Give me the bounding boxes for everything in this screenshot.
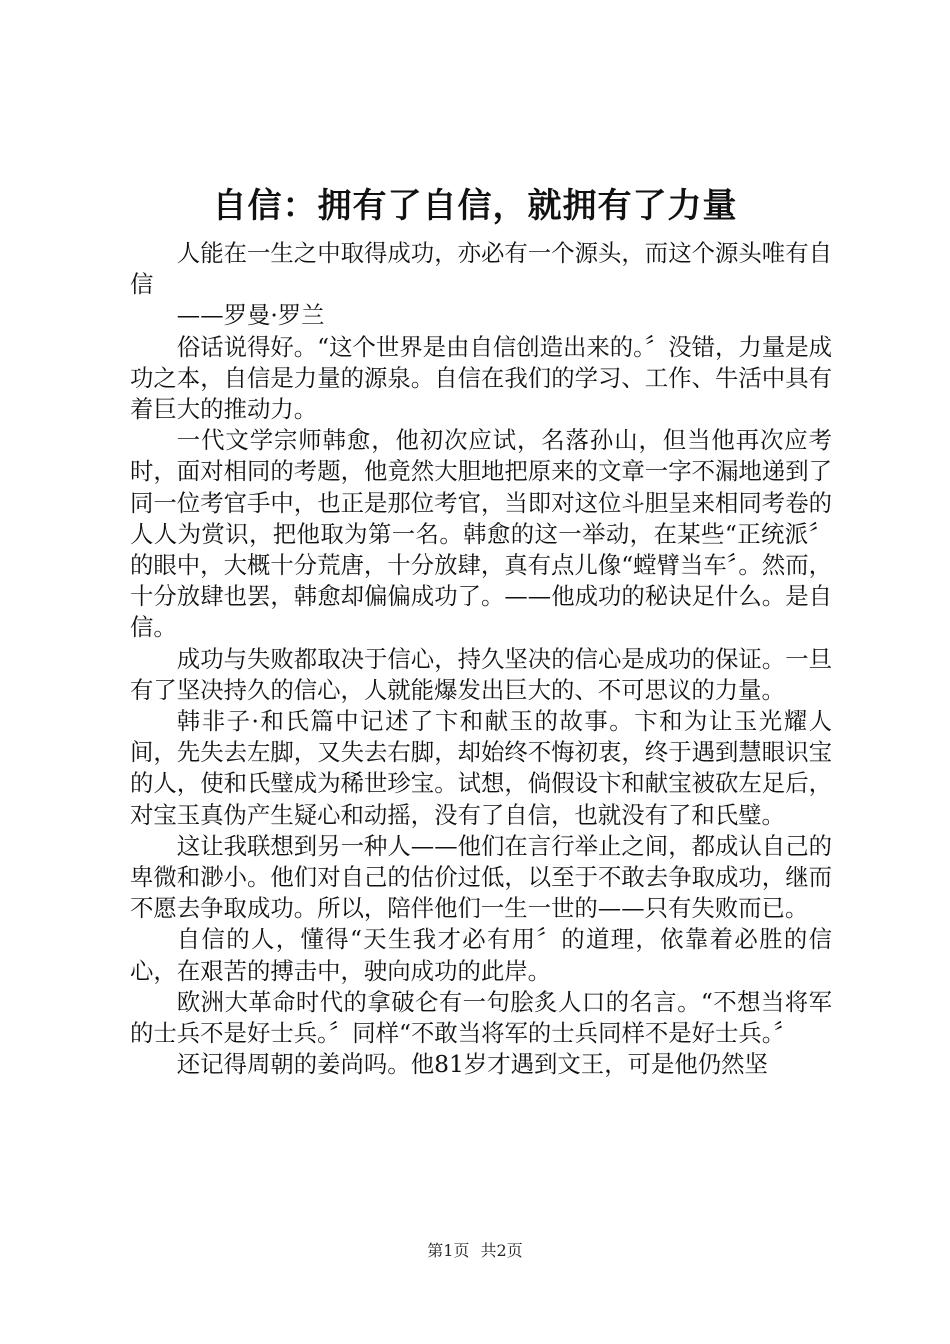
paragraph: 韩非子·和氏篇中记述了卞和献玉的故事。卞和为让玉光耀人间，先失去左脚，又失去右脚，却始终不悔初衷，终于遇到慧眼识宝的人，使和氏璧成为稀世珍宝。试想，倘假设卞和献宝被砍左足后，对宝玉真伪产生疑心和动摇，没有了自信，也就没有了和氏璧。	[130, 707, 832, 829]
paragraph: 成功与失败都取决于信心，持久坚决的信心是成功的保证。一旦有了坚决持久的信心，人就能爆发出巨大的、不可思议的力量。	[130, 644, 832, 704]
paragraph: 这让我联想到另一种人——他们在言行举止之间，都成认自己的卑微和渺小。他们对自己的估价过低，以至于不敢去争取成功，继而不愿去争取成功。所以，陪伴他们一生一世的——只有失败而已。	[130, 831, 832, 923]
paragraph-quote: 人能在一生之中取得成功，亦必有一个源头，而这个源头唯有自信	[130, 239, 832, 299]
page-number: 第1页	[427, 1241, 470, 1260]
paragraph: 欧洲大革命时代的拿破仑有一句脍炙人口的名言。“不想当将军的士兵不是好士兵。〞同样“不敢当将军的士兵同样不是好士兵。〞	[130, 987, 832, 1048]
page-total: 共2页	[480, 1241, 523, 1260]
paragraph: 自信的人，懂得“天生我才必有用〞的道理，依靠着必胜的信心，在艰苦的搏击中，驶向成功的此岸。	[130, 925, 832, 985]
paragraph: 一代文学宗师韩愈，他初次应试，名落孙山，但当他再次应考时，面对相同的考题，他竟然大胆地把原来的文章一字不漏地递到了同一位考官手中，也正是那位考官，当即对这位斗胆呈来相同考卷的人人为赏识，把他取为第一名。韩愈的这一举动，在某些“正统派〞的眼中，大概十分荒唐，十分放肆，真有点儿像“螳臂当车〞。然而，十分放肆也罢，韩愈却偏偏成功了。——他成功的秘诀足什么。是自信。	[130, 426, 832, 642]
article-body	[130, 238, 832, 1080]
paragraph: 俗话说得好。“这个世界是由自信创造出来的。〞没错，力量是成功之本，自信是力量的源泉。自信在我们的学习、工作、牛活中具有着巨大的推动力。	[130, 332, 832, 424]
paragraph: 还记得周朝的姜尚吗。他81岁才遇到文王，可是他仍然坚	[176, 1050, 768, 1079]
paragraph-attribution: ——罗曼·罗兰	[176, 301, 325, 330]
page-footer	[0, 1240, 950, 1262]
page-title: 自信：拥有了自信，就拥有了力量	[212, 186, 738, 226]
